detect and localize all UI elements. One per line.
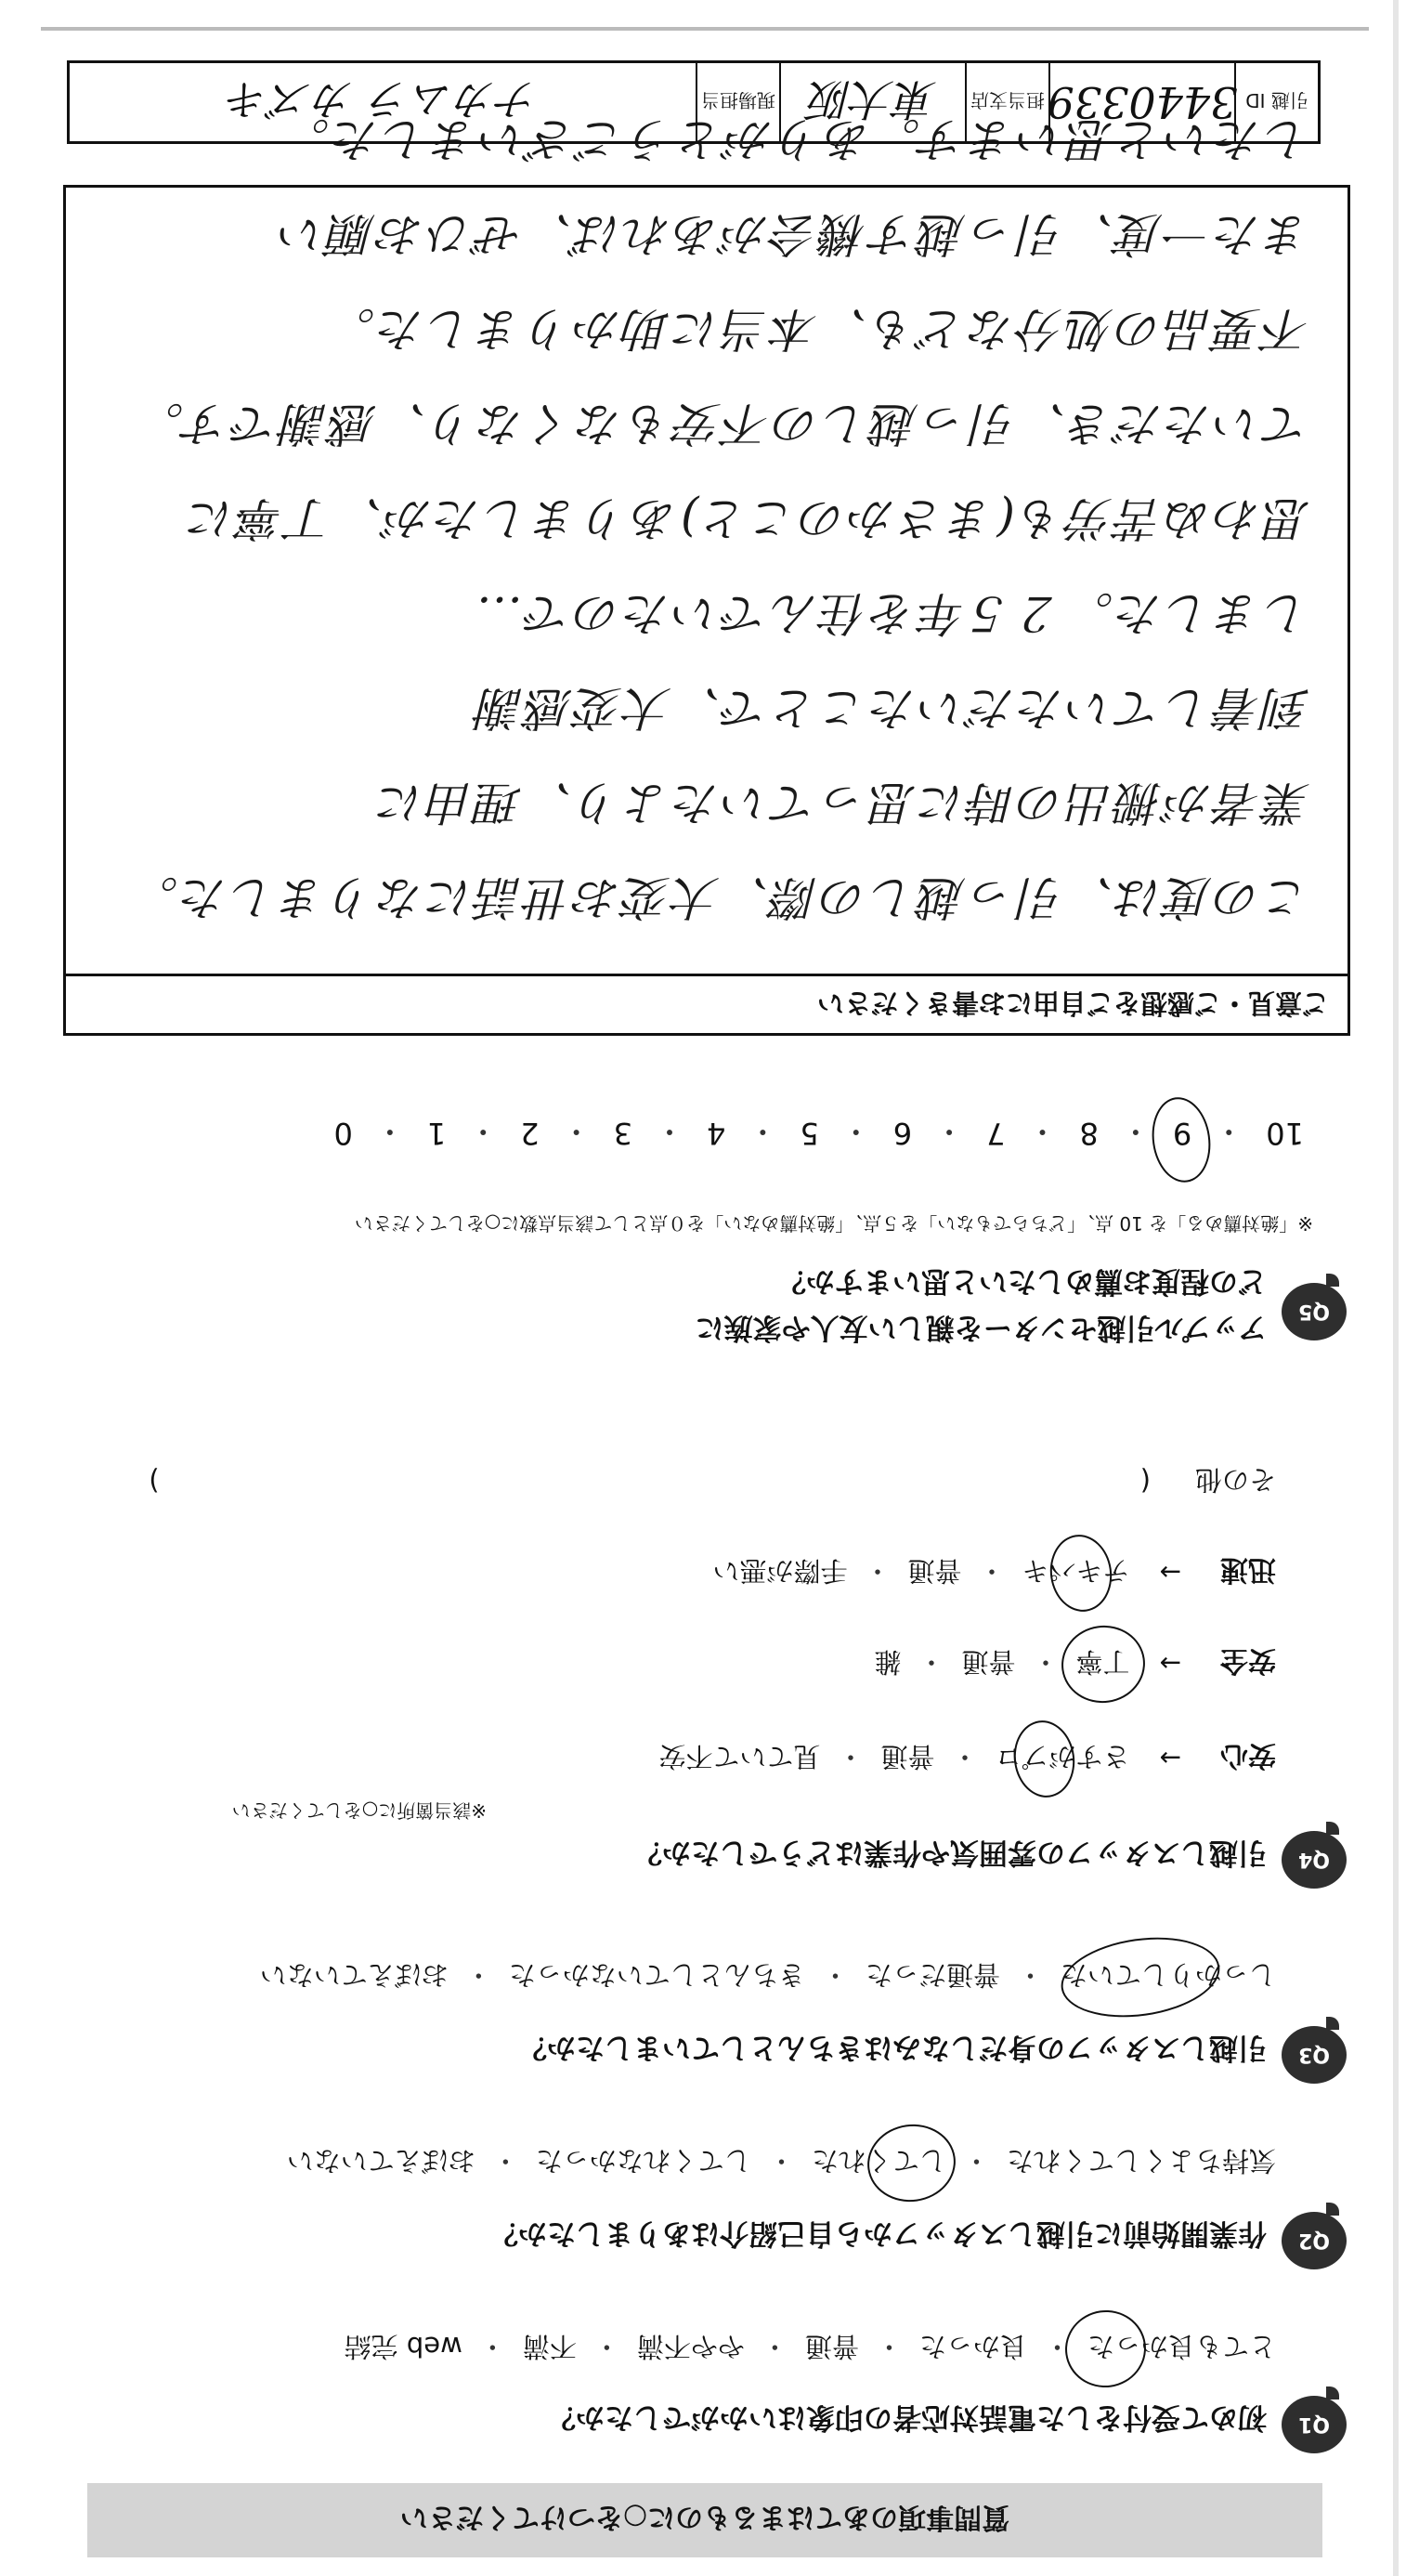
score-6[interactable]: 6 (892, 1116, 913, 1151)
q3-separator: ・ (1016, 1959, 1044, 1991)
q4-separator: ・ (951, 1741, 979, 1773)
comment-line: 不要品の処分なども、本当に助かりました。 (326, 302, 1310, 356)
q2-question: 作業開始前に引越しスタッフから自己紹介はありましたか？ (489, 2216, 1267, 2250)
q4-separator: ・ (918, 1646, 945, 1679)
q4-row-label: 安全 (1220, 1644, 1276, 1677)
q4-separator: ・ (1032, 1646, 1060, 1679)
comment-textarea[interactable] (94, 92, 1310, 945)
q4-row-anzen (874, 1643, 1276, 1684)
q1-separator: ・ (478, 2331, 506, 2362)
score-4[interactable]: 4 (707, 1116, 726, 1151)
q4-jinsoku-selected-mark (1045, 1531, 1116, 1615)
scan-edge-line (41, 27, 1369, 31)
q4-anzen-selected-mark (1056, 1621, 1150, 1709)
q1-separator: ・ (761, 2331, 788, 2362)
branch-value: 東大阪 (809, 74, 937, 124)
q5-question-line-1: アップル引越センターを親しい友人や家族に (695, 1311, 1267, 1344)
comment-line: また一度、引っ越す機会があれば、ぜひお願い (277, 207, 1310, 261)
q1-selected-mark (1061, 2305, 1152, 2392)
scan-edge-shadow (1393, 0, 1399, 2576)
q3-options (260, 1957, 1276, 1995)
q4-other-close-paren: ) (149, 1465, 160, 1497)
q2-separator: ・ (962, 2145, 990, 2177)
q5-separator: ・ (934, 1114, 965, 1149)
q1-badge (1282, 2396, 1347, 2453)
q4-jinsoku-option-1-label: テキパキ (1022, 1555, 1130, 1588)
q4-question: 引越しスタッフの雰囲気や作業はどうでしたか？ (633, 1836, 1267, 1869)
arrow-right-icon: → (1159, 1648, 1181, 1680)
q3-question: 引越しスタッフの身だしなみはきちんとしていましたか？ (518, 2031, 1267, 2064)
comment-line: しました。２５年を住んでいたので… (474, 586, 1310, 640)
q3-separator: ・ (821, 1959, 849, 1991)
arrow-right-icon: → (1159, 1743, 1181, 1774)
q5-question-line-2: どの程度お薦めしたいと思いますか？ (777, 1264, 1267, 1298)
score-8[interactable]: 8 (1079, 1116, 1099, 1151)
score-5[interactable]: 5 (800, 1116, 819, 1151)
q2-badge-label: Q2 (1298, 2229, 1331, 2253)
q5-score-scale (334, 1112, 1304, 1155)
q4-badge-label: Q4 (1298, 1848, 1331, 1872)
comment-title: ご意見・ご感想をご自由にお書きください (66, 974, 1347, 1033)
q2-option-2[interactable] (812, 2143, 946, 2181)
q5-note: ※「絶対薦める」を 10 点、「どちらでもない」を５点、「絶対薦めない」を０点として該当点数に○をしてください (354, 1212, 1313, 1235)
q4-anshin-option-1-label: さすがプロ (995, 1741, 1130, 1773)
comment-line: 業者が搬出の時に思っていたより、理由に (375, 776, 1310, 830)
q4-anshin-option-3[interactable]: 見ていて不安 (658, 1741, 821, 1773)
q2-option-4[interactable]: おぼえていない (286, 2145, 475, 2177)
score-0[interactable]: 0 (333, 1116, 353, 1151)
score-2[interactable]: 2 (520, 1116, 540, 1151)
q4-row-label: 安心 (1220, 1739, 1276, 1772)
q3-separator: ・ (464, 1959, 492, 1991)
id-label-cell (1234, 63, 1318, 141)
q1-option-6[interactable]: web 完結 (344, 2331, 462, 2362)
q3-option-1[interactable] (1061, 1957, 1276, 1995)
q1-options (345, 2329, 1276, 2367)
comment-line: ていただき、引っ越しの不安もなくなり、感謝です。 (135, 397, 1310, 451)
q4-separator: ・ (978, 1555, 1006, 1588)
instruction-banner (87, 2483, 1322, 2557)
q3-badge-label: Q3 (1298, 2043, 1331, 2067)
leader-value: ナカムラ カズキ (227, 74, 539, 124)
branch-label: 担当支店 (970, 89, 1045, 112)
q5-separator: ・ (840, 1114, 871, 1149)
q4-row-label: 迅速 (1220, 1553, 1276, 1586)
q5-separator: ・ (374, 1114, 405, 1149)
q4-other-row (97, 1462, 1276, 1500)
q1-option-5[interactable]: 不満 (522, 2331, 577, 2362)
arrow-right-icon: → (1159, 1557, 1181, 1589)
q5-separator: ・ (1120, 1114, 1151, 1149)
q5-separator: ・ (561, 1114, 592, 1149)
leader-label-cell (696, 63, 779, 141)
q4-separator: ・ (837, 1741, 865, 1773)
q3-option-3[interactable]: きちんとしていなかった (508, 1959, 805, 1991)
q1-badge-label: Q1 (1298, 2413, 1331, 2437)
q4-anshin-option-2[interactable]: 普通 (880, 1741, 935, 1773)
branch-label-cell (965, 63, 1048, 141)
q1-separator: ・ (875, 2331, 903, 2362)
comment-line: 到着していただいたことで、大変感謝 (475, 681, 1310, 735)
q1-option-4[interactable]: やや不満 (636, 2331, 745, 2362)
q4-note: ※該当箇所に○をしてください (231, 1799, 487, 1822)
q1-question: 初めて受付をした電話対応者の印象はいかがでしたか？ (547, 2400, 1267, 2434)
score-9-label: 9 (1172, 1116, 1192, 1151)
comment-box (63, 112, 1350, 1036)
q1-option-1[interactable] (1087, 2329, 1276, 2367)
score-1[interactable]: 1 (426, 1116, 447, 1151)
q2-separator: ・ (767, 2145, 795, 2177)
q3-option-1-label: しっかりしていた (1060, 1959, 1276, 1991)
comment-line: したいと思います。ありがとうございました。 (280, 112, 1310, 166)
move-id-table (67, 60, 1321, 144)
id-value: 3440339 (1047, 77, 1238, 127)
q4-anshin-option-1[interactable] (996, 1740, 1130, 1778)
q3-option-4[interactable]: おぼえていない (259, 1959, 449, 1991)
q2-separator: ・ (491, 2145, 519, 2177)
q4-row-jinsoku (712, 1552, 1276, 1593)
q4-anzen-option-2[interactable]: 普通 (961, 1646, 1016, 1679)
q5-badge-label: Q5 (1298, 1300, 1331, 1324)
leader-label: 現場担当 (701, 89, 775, 112)
leader-value-cell[interactable] (70, 63, 696, 141)
q1-option-1-label: とても良かった (1087, 2331, 1276, 2362)
q4-anzen-option-1[interactable] (1076, 1645, 1130, 1683)
id-value-cell[interactable] (1047, 63, 1238, 141)
score-10[interactable]: 10 (1266, 1116, 1304, 1151)
q1-separator: ・ (592, 2331, 620, 2362)
q1-separator: ・ (1043, 2331, 1071, 2362)
q2-option-1[interactable]: 気持ちよくしてくれた (1006, 2145, 1276, 2177)
q5-separator: ・ (468, 1114, 499, 1149)
q5-separator: ・ (748, 1114, 778, 1149)
score-3[interactable]: 3 (613, 1116, 633, 1151)
q2-selected-mark (863, 2119, 961, 2207)
q5-badge (1282, 1283, 1347, 1340)
q3-selected-mark (1056, 1928, 1225, 2026)
comment-line: この度は、引っ越しの際、大変お世話になりました。 (129, 870, 1310, 924)
branch-value-cell[interactable] (779, 63, 965, 141)
q5-separator: ・ (1214, 1114, 1244, 1149)
q2-option-2-label: してくれた (811, 2145, 946, 2177)
q4-other-open-paren: ( (1139, 1465, 1151, 1497)
q2-badge (1282, 2212, 1347, 2269)
id-label: 引越 ID (1245, 89, 1308, 112)
q5-selected-mark (1147, 1093, 1217, 1186)
q4-anzen-option-1-label: 丁寧 (1075, 1646, 1130, 1679)
q1-option-2[interactable]: 良かった (918, 2331, 1027, 2362)
q4-badge (1282, 1831, 1347, 1889)
q4-jinsoku-option-3[interactable]: 手際が悪い (712, 1555, 848, 1588)
q5-separator: ・ (1027, 1114, 1058, 1149)
q2-option-3[interactable]: してくれなかった (535, 2145, 751, 2177)
comment-line: 思わぬ苦労も(まさかのこと)ありましたが、丁寧に (185, 491, 1310, 545)
q2-options (287, 2143, 1276, 2181)
score-9[interactable] (1173, 1116, 1191, 1151)
instruction-text: 質問事項のあてはまるものに○をつけてください (399, 2501, 1010, 2533)
q4-other-label: その他 (1194, 1464, 1276, 1496)
q5-separator: ・ (655, 1114, 685, 1149)
q3-option-2[interactable]: 普通だった (865, 1959, 1000, 1991)
q4-anshin-selected-mark (1009, 1717, 1079, 1801)
q4-separator: ・ (864, 1555, 892, 1588)
q4-jinsoku-option-1[interactable] (1022, 1554, 1130, 1592)
q4-jinsoku-option-2[interactable]: 普通 (907, 1555, 962, 1588)
q1-option-3[interactable]: 普通 (804, 2331, 859, 2362)
q4-row-anshin (658, 1738, 1276, 1779)
q3-badge (1282, 2026, 1347, 2084)
q4-anzen-option-3[interactable]: 雑 (874, 1646, 902, 1679)
score-7[interactable]: 7 (986, 1116, 1006, 1151)
